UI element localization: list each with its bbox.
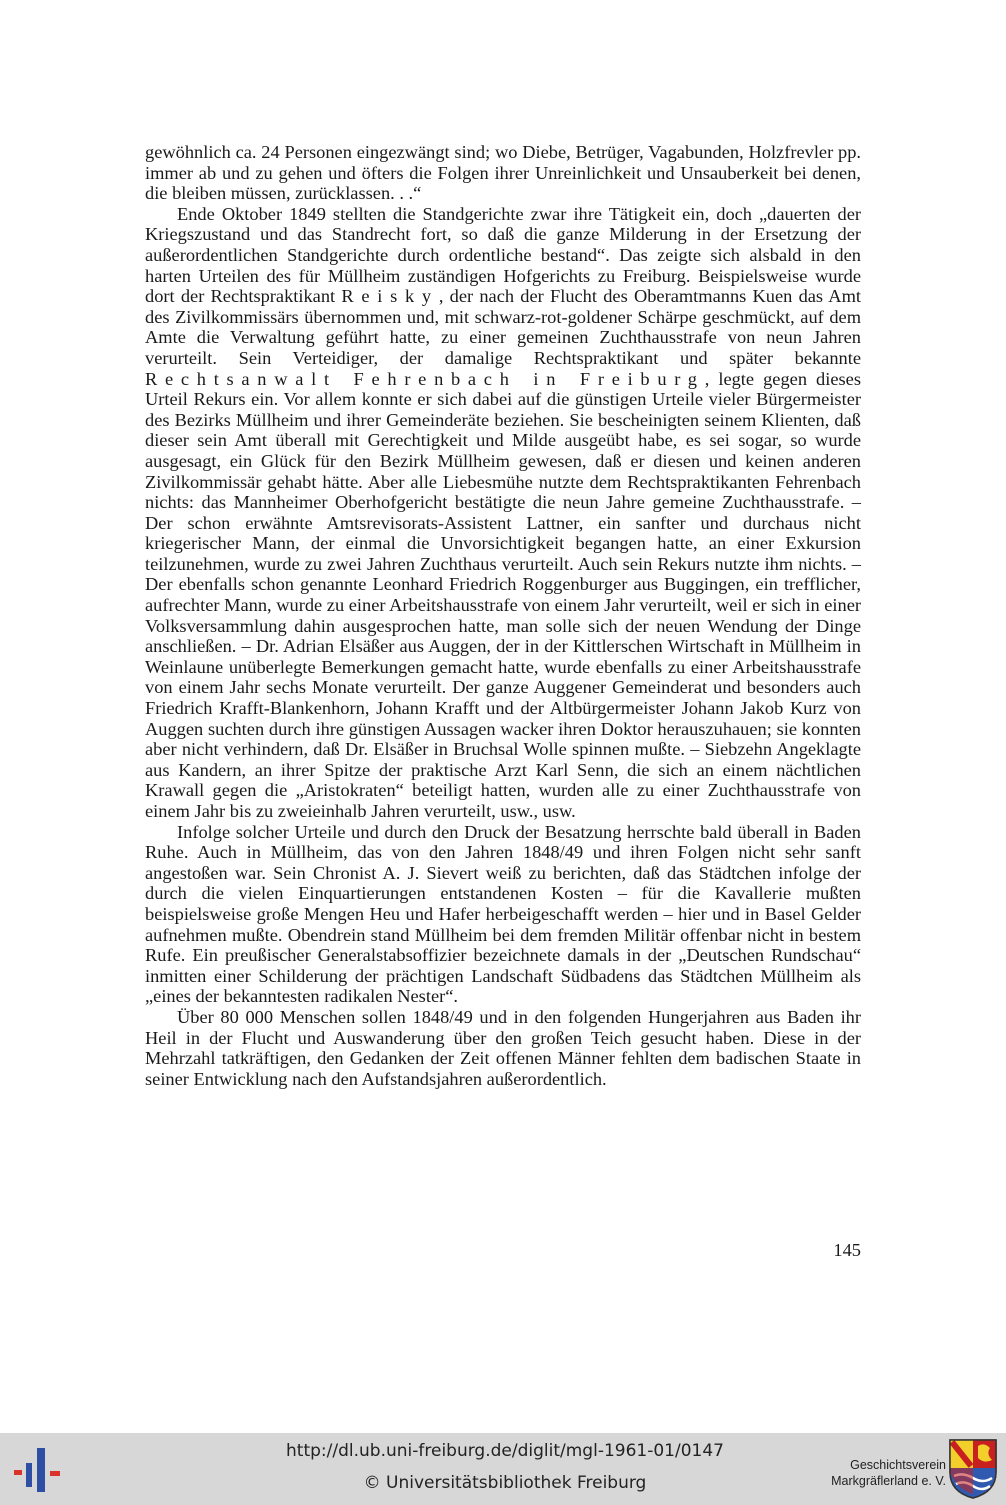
footer-url-link[interactable]: http://dl.ub.uni-freiburg.de/diglit/mgl-1961-01/0147 xyxy=(286,1441,724,1461)
page-number: 145 xyxy=(833,1240,861,1260)
footer-copyright: © Universitätsbibliothek Freiburg xyxy=(363,1473,647,1493)
footer-bar xyxy=(0,1433,1006,1505)
paragraph-2-part-c: , legte gegen dieses Urteil Rekurs ein. Vor allem konnte er sich dabei auf die günstigen Urteile vieler Bürgermeister des Bezirks Müllheim und ihrer Gemeinderäte beziehen. Sie bescheinigten seinem Klienten, daß dieser sein Amt überall mit Gerechtigkeit und Milde ausgeübt habe, es sei sogar, so wurde ausgesagt, ein Glück für den Bezirk Müllheim gewesen, daß er diesen und keinen anderen Zivilkommissär gehabt hätte. Aber alle Liebesmühe nutzte dem Rechtspraktikanten Fehrenbach nichts: das Mannheimer Oberhofgericht bestätigte die neun Jahre gemeine Zuchthausstrafe. – Der schon erwähnte Amtsrevisorats-Assistent Lattner, ein sanfter und durchaus nicht kriegerischer Mann, der einmal die Unvorsichtigkeit begangen hatte, an einer Exkursion teilzunehmen, wurde zu zwei Jahren Zuchthaus verurteilt. Auch sein Rekurs nutzte ihm nichts. – Der ebenfalls schon genannte Leonhard Friedrich Roggenburger aus Buggingen, ein trefflicher, aufrechter Mann, wurde zu einer Arbeitshausstrafe von einem Jahr verurteilt, weil er sich in einer Volksversammlung dahin ausgesprochen hatte, man solle sich der neuen Wendung der Dinge anschließen. – Dr. Adrian Elsäßer aus Auggen, der in der Kittlerschen Wirtschaft in Müllheim in Weinlaune unüberlegte Bemerkungen gemacht hatte, wurde ebenfalls zu einer Arbeitshausstrafe von einem Jahr sechs Monate verurteilt. Der ganze Auggener Gemeinderat und besonders auch Friedrich Krafft-Blankenhorn, Johann Krafft und der Altbürgermeister Johann Jakob Kurz von Auggen suchten durch ihre günstigen Aussagen wacker ihren Doktor herauszuhauen; sie konnten aber nicht verhindern, daß Dr. Elsäßer in Bruchsal Wolle spinnen mußte. – Siebzehn Angeklagte aus Kandern, an ihrer Spitze der praktische Arzt Karl Senn, die sich an einem nächtlichen Krawall gegen die „Aristokraten“ beteiligt hatten, wurden alle zu einer Zuchthausstrafe von einem Jahr bis zu zweieinhalb Jahren verurteilt, usw., usw. xyxy=(145,368,861,821)
library-logo-icon xyxy=(12,1445,64,1495)
coat-of-arms-icon xyxy=(948,1438,998,1500)
paragraph-2-part-b: , der nach der Flucht des Oberamtmanns Kuen das Amt des Zivilkommissärs übernommen und, mit schwarz-rot-goldener Schärpe geschmückt, auf dem Amte die Verwaltung geführt hatte, zu einer gemeinen Zuchthausstrafe von neun Jahren verurteilt. Sein Verteidiger, der damalige Rechtspraktikant und später bekannte xyxy=(145,286,861,368)
paragraph-4: Über 80 000 Menschen sollen 1848/49 und in den folgenden Hungerjahren aus Baden ihr Heil in der Flucht und Auswanderung über den großen Teich gesucht haben. Diese in der Mehrzahl tatkräftigen, den Gedanken der Zeit offenen Männer fehlten dem badischen Staate in seiner Entwicklung nach den Aufstandsjahren außerordentlich. xyxy=(145,1006,861,1089)
paragraph-2-part-a: Ende Oktober 1849 stellten die Standgerichte zwar ihre Tätigkeit ein, doch „dauerten der Kriegszustand und das Standrecht fort, so daß die ganze Milderung in der Ersetzung der außerordentlichen Standgerichte durch ordentliche bestand“. Das zeigte sich alsbald in den harten Urteilen des für Müllheim zuständigen Hofgerichts zu Freiburg. Beispielsweise wurde dort der Rechtspraktikant xyxy=(145,203,861,307)
paragraph-2 xyxy=(145,204,861,822)
paragraph-1: gewöhnlich ca. 24 Personen eingezwängt sind; wo Diebe, Betrüger, Vagabunden, Holzfrevler pp. immer ab und zu gehen und öfters die Folgen ihrer Unreinlichkeit und Unsauberkeit bei denen, die bleiben müssen, zurücklassen. . .“ xyxy=(145,142,861,204)
spaced-name-fehrenbach: Rechtsanwalt Fehrenbach in Freiburg xyxy=(145,368,705,389)
spaced-name-reisky: Reisky xyxy=(341,286,439,307)
society-name-line-2: Markgräflerland e. V. xyxy=(831,1474,946,1488)
article-body xyxy=(145,142,861,1089)
paragraph-3: Infolge solcher Urteile und durch den Druck der Besatzung herrschte bald überall in Baden Ruhe. Auch in Müllheim, das von den Jahren 1848/49 und ihren Folgen nicht sehr sanft angestoßen war. Sein Chronist A. J. Sievert weiß zu berichten, daß das Städtchen infolge der durch die vielen Einquartierungen entstandenen Kosten – für die Kavallerie mußten beispielsweise große Mengen Heu und Hafer herbeigeschafft werden – hier und in Basel Gelder aufnehmen mußte. Obendrein stand Müllheim bei dem fremden Militär offenbar nicht in bestem Rufe. Ein preußischer Generalstabsoffizier bezeichnete damals in der „Deutschen Rundschau“ inmitten einer Schilderung der prächtigen Landschaft Südbadens das Städtchen Müllheim als „eines der bekanntesten radikalen Nester“. xyxy=(145,821,861,1007)
society-name xyxy=(796,1457,946,1489)
society-name-line-1: Geschichtsverein xyxy=(850,1458,946,1472)
